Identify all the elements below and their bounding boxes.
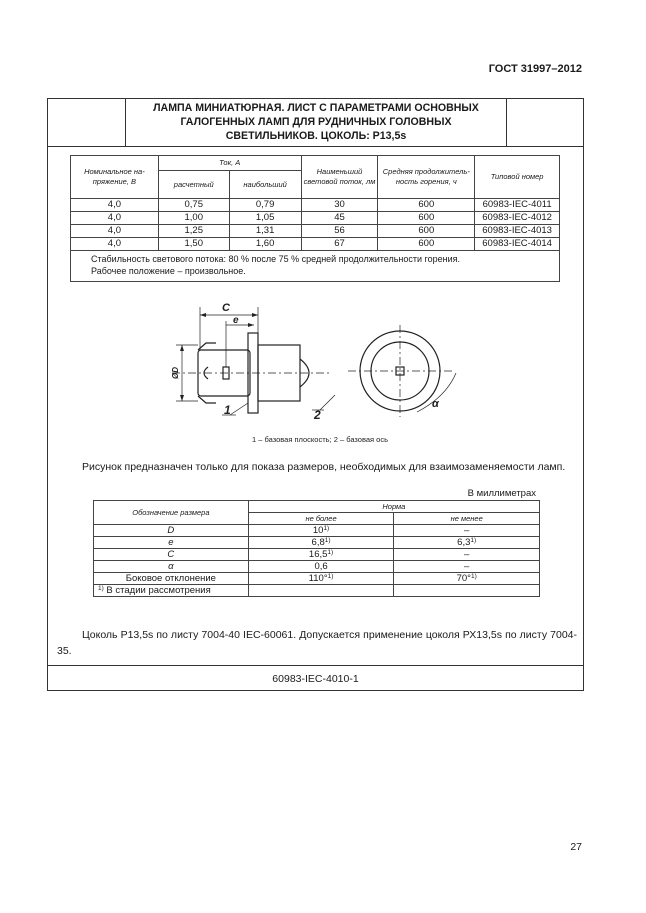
cell-current-rated: 1,50 bbox=[158, 238, 229, 251]
cell-max bbox=[248, 561, 394, 573]
value-min: – bbox=[464, 549, 470, 560]
cell-max bbox=[248, 525, 394, 537]
cell-flux: 30 bbox=[301, 199, 378, 212]
value-max: 6,8 bbox=[311, 537, 325, 548]
base-reference-paragraph: Цоколь Р13,5s по листу 7004-40 IEC-60061. Допускается применение цоколя РХ13,5s по листу 7004-35. bbox=[57, 629, 577, 657]
cell-designation: α bbox=[94, 561, 249, 573]
note-operating-position: Рабочее положение – произвольное. bbox=[91, 266, 246, 276]
cell-life: 600 bbox=[378, 225, 475, 238]
cell-voltage: 4,0 bbox=[71, 212, 159, 225]
cell-min bbox=[394, 549, 540, 561]
cell-designation: Боковое отклонение bbox=[94, 573, 249, 585]
lamp-base-drawing bbox=[160, 295, 480, 455]
footnote-marker: 1) bbox=[98, 585, 104, 592]
header-voltage: Номинальное на-пряжение, В bbox=[71, 156, 159, 199]
sheet-title bbox=[126, 101, 506, 143]
cell-current-rated: 0,75 bbox=[158, 199, 229, 212]
label-e: e bbox=[233, 315, 239, 326]
standard-number: ГОСТ 31997–2012 bbox=[488, 63, 582, 75]
label-alpha: α bbox=[432, 398, 439, 410]
cell-life: 600 bbox=[378, 212, 475, 225]
table-row bbox=[94, 525, 540, 537]
value-max: 110° bbox=[308, 573, 328, 584]
sheet-title-row bbox=[48, 99, 583, 147]
cell-current-rated: 1,25 bbox=[158, 225, 229, 238]
cell-current-max: 1,05 bbox=[229, 212, 301, 225]
cell-voltage: 4,0 bbox=[71, 225, 159, 238]
table-row bbox=[71, 238, 560, 251]
end-view-axes bbox=[348, 325, 456, 417]
sheet-code: 60983-IEC-4010-1 bbox=[272, 673, 359, 685]
table-row bbox=[94, 573, 540, 585]
header-min: не менее bbox=[394, 513, 540, 525]
header-current-max: наибольший bbox=[229, 171, 301, 199]
cell-min bbox=[394, 573, 540, 585]
cell-life: 600 bbox=[378, 199, 475, 212]
cell-max bbox=[248, 549, 394, 561]
label-c: C bbox=[222, 302, 230, 314]
figure-note-paragraph: Рисунок предназначен только для показа размеров, необходимых для взаимозаменяемости ламп. bbox=[82, 461, 566, 473]
cell-current-max: 1,31 bbox=[229, 225, 301, 238]
table-row bbox=[94, 537, 540, 549]
cell-flux: 67 bbox=[301, 238, 378, 251]
leader-1 bbox=[230, 403, 248, 415]
sheet-title-line: СВЕТИЛЬНИКОВ. ЦОКОЛЬ: P13,5s bbox=[225, 130, 407, 142]
footnote-ref: 1) bbox=[324, 537, 331, 544]
units-label: В миллиметрах bbox=[467, 488, 536, 499]
header-designation: Обозначение размера bbox=[94, 501, 249, 525]
cell-min bbox=[394, 525, 540, 537]
cell-max bbox=[248, 573, 394, 585]
cell-voltage: 4,0 bbox=[71, 199, 159, 212]
table-notes bbox=[71, 251, 560, 282]
value-min: – bbox=[464, 525, 470, 536]
label-2: 2 bbox=[314, 408, 321, 422]
footnote-ref: 1) bbox=[470, 537, 477, 544]
cell-voltage: 4,0 bbox=[71, 238, 159, 251]
cell-designation: D bbox=[94, 525, 249, 537]
header-flux: Наименьший световой поток, лм bbox=[301, 156, 378, 199]
footnote-ref: 1) bbox=[327, 549, 334, 556]
footnote-ref: 1) bbox=[470, 573, 477, 580]
table-row bbox=[71, 225, 560, 238]
empty-cell bbox=[248, 585, 394, 597]
table-row bbox=[94, 561, 540, 573]
label-d: ØD bbox=[171, 367, 180, 379]
value-min: 70° bbox=[456, 573, 471, 584]
footer-divider bbox=[48, 665, 583, 666]
header-max: не более bbox=[248, 513, 394, 525]
sheet-title-line: ГАЛОГЕННЫХ ЛАМП ДЛЯ РУДНИЧНЫХ ГОЛОВНЫХ bbox=[180, 116, 452, 128]
cell-life: 600 bbox=[378, 238, 475, 251]
footnote-cell bbox=[94, 585, 249, 597]
table-row bbox=[71, 199, 560, 212]
title-side-cell-left bbox=[48, 99, 126, 147]
cell-type: 60983-IEC-4014 bbox=[475, 238, 560, 251]
sheet-title-line: ЛАМПА МИНИАТЮРНАЯ. ЛИСТ С ПАРАМЕТРАМИ ОСНОВНЫХ bbox=[153, 102, 479, 114]
cell-designation: e bbox=[94, 537, 249, 549]
value-max: 10 bbox=[312, 525, 324, 536]
cell-current-max: 0,79 bbox=[229, 199, 301, 212]
value-min: – bbox=[464, 561, 470, 572]
dimensions-table bbox=[93, 500, 540, 597]
header-life: Средняя продолжитель-ность горения, ч bbox=[378, 156, 475, 199]
cell-flux: 45 bbox=[301, 212, 378, 225]
body-top-bevel bbox=[198, 343, 216, 350]
table-row bbox=[71, 212, 560, 225]
table-row bbox=[94, 549, 540, 561]
leader-2 bbox=[320, 395, 335, 410]
value-max: 16,5 bbox=[308, 549, 328, 560]
cell-flux: 56 bbox=[301, 225, 378, 238]
value-max: 0,6 bbox=[314, 561, 328, 572]
cell-min bbox=[394, 561, 540, 573]
header-current: Ток, А bbox=[158, 156, 301, 171]
arrowheads bbox=[180, 313, 258, 401]
footnote-ref: 1) bbox=[323, 525, 330, 532]
cell-min bbox=[394, 537, 540, 549]
note-flux-stability: Стабильность светового потока: 80 % после 75 % средней продолжительности горения. bbox=[91, 254, 461, 264]
cell-type: 60983-IEC-4012 bbox=[475, 212, 560, 225]
cell-current-max: 1,60 bbox=[229, 238, 301, 251]
header-type: Типовой номер bbox=[475, 156, 560, 199]
body-bottom-bevel bbox=[198, 396, 216, 403]
drawing-caption: 1 – базовая плоскость; 2 – базовая ось bbox=[252, 435, 388, 444]
lamp-parameters-table bbox=[70, 155, 560, 282]
side-view-dimensions bbox=[172, 307, 335, 415]
label-1: 1 bbox=[224, 403, 231, 417]
cell-designation: C bbox=[94, 549, 249, 561]
footnote-ref: 1) bbox=[327, 573, 334, 580]
value-min: 6,3 bbox=[457, 537, 471, 548]
header-norm: Норма bbox=[248, 501, 539, 513]
header-current-rated: расчетный bbox=[158, 171, 229, 199]
page-number: 27 bbox=[570, 841, 582, 853]
cell-max bbox=[248, 537, 394, 549]
footnote-text: В стадии рассмотрения bbox=[106, 585, 211, 596]
cell-current-rated: 1,00 bbox=[158, 212, 229, 225]
title-side-cell-right bbox=[506, 99, 583, 147]
empty-cell bbox=[394, 585, 540, 597]
table-row bbox=[94, 585, 540, 597]
cell-type: 60983-IEC-4013 bbox=[475, 225, 560, 238]
cell-type: 60983-IEC-4011 bbox=[475, 199, 560, 212]
